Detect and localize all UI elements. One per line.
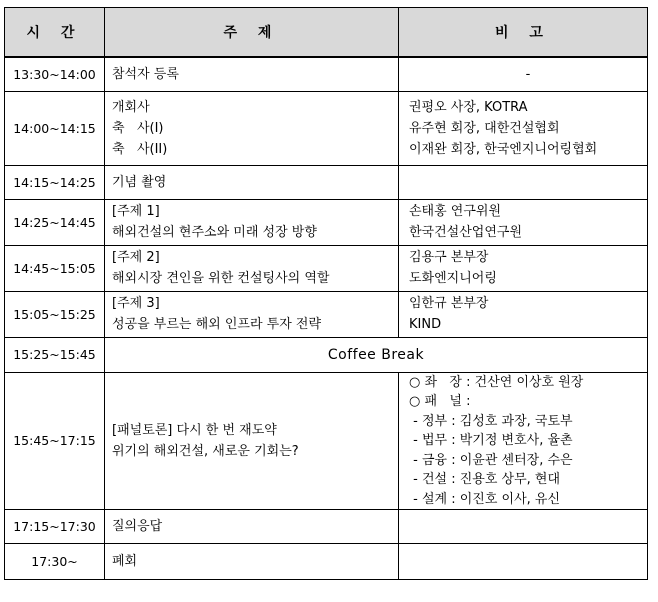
topic-line: [주제 2]	[112, 250, 160, 265]
time-cell: 14:45~15:05	[5, 245, 105, 291]
note-cell	[399, 510, 648, 544]
note-line: -	[525, 66, 531, 82]
note-cell	[399, 165, 648, 199]
table-row	[5, 91, 648, 165]
note-line: - 건설 : 진용호 상무, 현대	[409, 472, 561, 487]
table-row	[5, 291, 648, 337]
topic-cell	[105, 510, 399, 544]
table-row	[5, 199, 648, 245]
time-cell: 17:30~	[5, 544, 105, 580]
note-cell	[399, 57, 648, 91]
time-cell: 14:25~14:45	[5, 199, 105, 245]
table-row	[5, 165, 648, 199]
program-schedule-table	[4, 7, 648, 580]
time-cell: 15:25~15:45	[5, 337, 105, 372]
topic-cell	[105, 91, 399, 165]
topic-line: 해외건설의 현주소와 미래 성장 방향	[112, 225, 317, 240]
topic-line: 성공을 부르는 해외 인프라 투자 전략	[112, 317, 322, 332]
note-line: KIND	[409, 317, 442, 332]
topic-cell	[105, 372, 399, 510]
note-line: 이재완 회장, 한국엔지니어링협회	[409, 141, 598, 157]
note-line: 손태홍 연구위원	[409, 204, 502, 219]
table-row	[5, 57, 648, 91]
note-line: 도화엔지니어링	[409, 271, 497, 286]
topic-cell	[105, 57, 399, 91]
note-cell	[399, 245, 648, 291]
time-column-header: 시 간	[5, 8, 105, 58]
topic-cell	[105, 245, 399, 291]
topic-line: 개회사	[112, 99, 150, 115]
note-cell	[399, 291, 648, 337]
note-line: 김용구 본부장	[409, 250, 489, 265]
topic-line: 기념 촬영	[112, 174, 167, 190]
note-line: 유주현 회장, 대한건설협회	[409, 120, 560, 136]
topic-line: [주제 1]	[112, 204, 160, 219]
note-line: 임한규 본부장	[409, 296, 489, 311]
time-cell: 14:00~14:15	[5, 91, 105, 165]
note-cell	[399, 544, 648, 580]
topic-line: 폐회	[112, 554, 138, 569]
coffee-break-cell: Coffee Break	[105, 337, 648, 372]
topic-line: 참석자 등록	[112, 66, 179, 82]
table-row	[5, 245, 648, 291]
topic-cell	[105, 291, 399, 337]
note-line: ○ 좌 장 : 건산연 이상호 원장	[409, 374, 584, 390]
time-cell: 15:45~17:15	[5, 372, 105, 510]
topic-line: 질의응답	[112, 519, 163, 534]
topic-line: [패널토론] 다시 한 번 재도약	[112, 422, 277, 438]
note-line: - 법무 : 박기정 변호사, 율촌	[409, 433, 573, 448]
time-cell: 13:30~14:00	[5, 57, 105, 91]
note-line: - 설계 : 이진호 이사, 유신	[409, 491, 561, 507]
table-header-row	[5, 8, 648, 58]
note-cell	[399, 199, 648, 245]
topic-line: 축 사(I)	[112, 120, 164, 136]
time-cell: 14:15~14:25	[5, 165, 105, 199]
table-row	[5, 372, 648, 510]
note-cell	[399, 372, 648, 510]
note-line: - 정부 : 김성호 과장, 국토부	[409, 413, 573, 429]
topic-cell	[105, 165, 399, 199]
table-row	[5, 544, 648, 580]
time-cell: 15:05~15:25	[5, 291, 105, 337]
note-line: 권평오 사장, KOTRA	[409, 99, 528, 115]
topic-column-header: 주 제	[105, 8, 399, 58]
topic-line: 해외시장 견인을 위한 컨설팅사의 역할	[112, 271, 330, 286]
topic-line: [주제 3]	[112, 296, 160, 311]
note-cell	[399, 91, 648, 165]
topic-cell	[105, 544, 399, 580]
topic-line: 위기의 해외건설, 새로운 기회는?	[112, 443, 299, 459]
table-row	[5, 510, 648, 544]
table-row	[5, 337, 648, 372]
note-line: 한국건설산업연구원	[409, 225, 523, 240]
note-column-header: 비 고	[399, 8, 648, 58]
note-line: - 금융 : 이윤관 센터장, 수은	[409, 452, 573, 468]
time-cell: 17:15~17:30	[5, 510, 105, 544]
note-line: ○ 패 널 :	[409, 394, 471, 409]
topic-line: 축 사(II)	[112, 141, 168, 157]
topic-cell	[105, 199, 399, 245]
